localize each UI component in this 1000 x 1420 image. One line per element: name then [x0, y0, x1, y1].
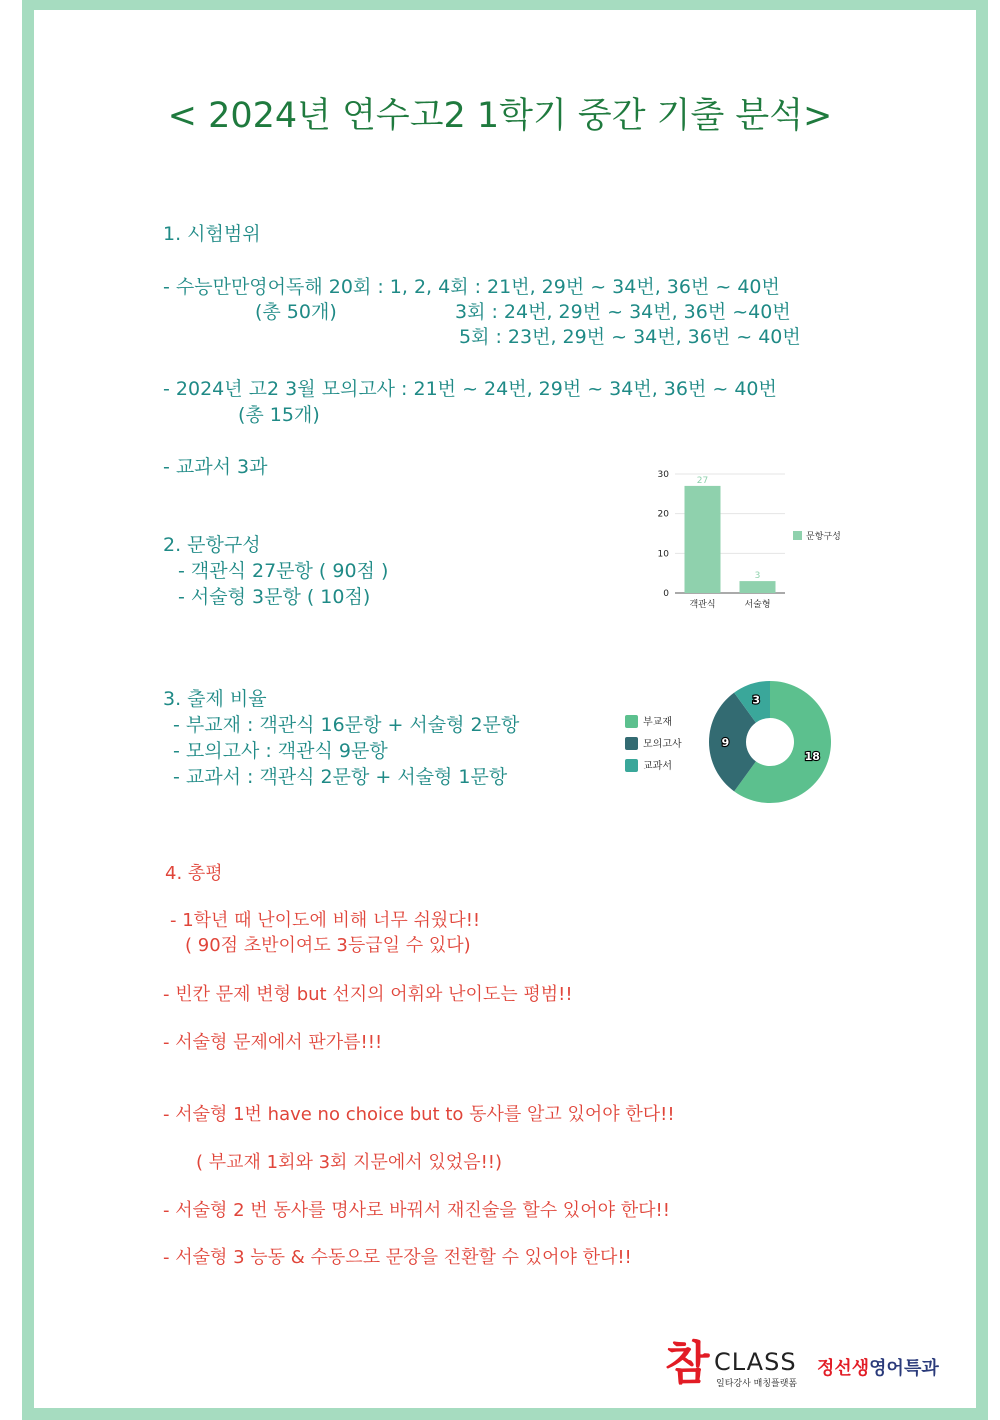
- composition-objective: - 객관식 27문항 ( 90점 ): [178, 560, 389, 582]
- composition-subjective: - 서술형 3문항 ( 10점): [178, 586, 371, 608]
- review-2: - 빈칸 문제 변형 but 선지의 어휘와 난이도는 평범!!: [163, 984, 573, 1005]
- scope-line-2: 3회 : 24번, 29번 ~ 34번, 36번 ~40번: [455, 301, 791, 323]
- slice-label: 3: [752, 693, 761, 707]
- bar: [740, 581, 776, 593]
- section3-heading: 3. 출제 비율: [163, 688, 267, 710]
- ratio-mock-exam: - 모의고사 : 객관식 9문항: [173, 740, 388, 762]
- y-tick-label: 0: [663, 589, 669, 599]
- review-4-note: ( 부교재 1회와 3회 지문에서 있었음!!): [196, 1152, 503, 1173]
- legend-label: 교과서: [643, 761, 672, 772]
- legend-label: 부교재: [643, 717, 672, 728]
- bar: [685, 486, 721, 593]
- legend-swatch: [625, 759, 638, 772]
- section1-heading: 1. 시험범위: [163, 223, 261, 245]
- slice-label: 18: [804, 749, 820, 763]
- scope-count-4: (총 15개): [238, 404, 320, 426]
- review-1-note: ( 90점 초반이여도 3등급일 수 있다): [185, 935, 471, 956]
- legend-label: 모의고사: [643, 739, 682, 750]
- y-tick-label: 20: [657, 509, 669, 520]
- logo-brand-b: 영어특과: [869, 1358, 939, 1379]
- review-5: - 서술형 2 번 동사를 명사로 바꿔서 재진술을 할수 있어야 한다!!: [163, 1200, 670, 1221]
- legend-swatch: [625, 737, 638, 750]
- logo-subtitle: 일타강사 매칭플랫폼: [716, 1379, 798, 1389]
- scope-line-5: - 교과서 3과: [163, 456, 268, 478]
- y-tick-label: 30: [657, 470, 669, 480]
- review-6: - 서술형 3 능동 & 수동으로 문장을 전환할 수 있어야 한다!!: [163, 1247, 632, 1268]
- ratio-donut-chart: [615, 675, 845, 815]
- logo-brand-a: 정선생: [817, 1358, 870, 1379]
- section2-heading: 2. 문항구성: [163, 534, 261, 556]
- logo-brand: [817, 1354, 939, 1380]
- review-4: - 서술형 1번 have no choice but to 동사를 알고 있어야 한다!!: [163, 1104, 675, 1125]
- slice-label: 9: [721, 736, 730, 749]
- scope-line-3: 5회 : 23번, 29번 ~ 34번, 36번 ~ 40번: [459, 326, 801, 348]
- review-1: - 1학년 때 난이도에 비해 너무 쉬웠다!!: [170, 910, 481, 931]
- scope-count-1: (총 50개): [255, 301, 337, 323]
- section4-heading: 4. 총평: [165, 863, 223, 884]
- data-label: 3: [754, 571, 761, 582]
- data-label: 27: [696, 475, 709, 486]
- ratio-supplementary: - 부교재 : 객관식 16문항 + 서술형 2문항: [173, 714, 520, 736]
- x-tick-label: 객관식: [689, 600, 716, 610]
- x-tick-label: 서술형: [744, 600, 771, 610]
- review-3: - 서술형 문제에서 판가름!!!: [163, 1032, 383, 1053]
- composition-bar-chart: [640, 460, 880, 620]
- y-tick-label: 10: [657, 549, 669, 560]
- logo-mark: 참: [665, 1336, 710, 1390]
- legend-label: 문항구성: [806, 532, 841, 542]
- scope-line-4: - 2024년 고2 3월 모의고사 : 21번 ~ 24번, 29번 ~ 34번, 36번 ~ 40번: [163, 378, 777, 400]
- legend-swatch: [625, 715, 638, 728]
- page-title: < 2024년 연수고2 1학기 중간 기출 분석>: [167, 96, 833, 136]
- scope-line-1: - 수능만만영어독해 20회 : 1, 2, 4회 : 21번, 29번 ~ 34번, 36번 ~ 40번: [163, 276, 780, 298]
- logo-class: CLASS: [714, 1348, 797, 1376]
- ratio-textbook: - 교과서 : 객관식 2문항 + 서술형 1문항: [173, 766, 508, 788]
- legend-swatch: [793, 531, 802, 540]
